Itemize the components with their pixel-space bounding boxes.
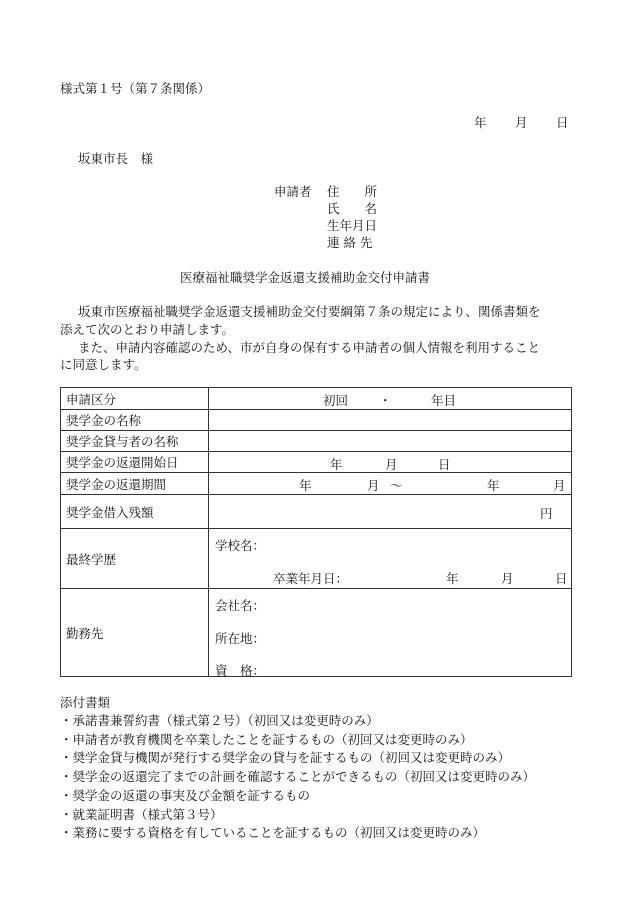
list-item: ・奨学金の返還の事実及び金額を証するもの — [60, 787, 311, 803]
table-row — [61, 589, 572, 677]
workplace-qualification-label: 資 格： — [215, 663, 266, 678]
workplace-address-label: 所在地： — [215, 631, 266, 646]
applicant-address-label: 住 所 — [327, 184, 378, 199]
application-type-field[interactable] — [209, 388, 572, 410]
repay-start-field[interactable] — [209, 452, 572, 473]
education-school-label: 学校名： — [215, 538, 266, 553]
list-item: ・奨学金の返還完了までの計画を確認することができるもの（初回又は変更時のみ） — [60, 769, 536, 785]
education-field[interactable] — [209, 529, 572, 589]
repay-start-day: 日 — [438, 457, 451, 472]
applicant-birthdate-label: 生年月日 — [327, 218, 378, 233]
repay-period-field[interactable] — [209, 473, 572, 495]
date-day: 日 — [556, 115, 569, 130]
list-item: ・就業証明書（様式第３号） — [60, 806, 223, 822]
education-graduation-label: 卒業年月日： — [273, 571, 349, 586]
workplace-field[interactable] — [209, 589, 572, 677]
applicant-name-label: 氏 名 — [327, 201, 378, 216]
list-item: ・業務に要する資格を有していることを証するもの（初回又は変更時のみ） — [60, 825, 486, 841]
form-number: 様式第１号（第７条関係） — [60, 81, 211, 96]
body-para1-line1: 坂東市医療福祉職奨学金返還支援補助金交付要綱第７条の規定により、関係書類を — [78, 304, 541, 319]
date-month: 月 — [515, 115, 528, 130]
applicant-label: 申請者 — [274, 184, 312, 199]
scholarship-name-field[interactable] — [209, 410, 572, 431]
attachments-heading: 添付書類 — [60, 695, 111, 710]
table-row — [61, 529, 572, 589]
repay-period-month2: 月 — [553, 478, 566, 493]
document-title: 医療福祉職奨学金返還支援補助金交付申請書 — [180, 270, 431, 285]
addressee: 坂東市長 様 — [78, 151, 154, 166]
repay-period-label: 奨学金の返還期間 — [61, 473, 209, 495]
attachments-list — [60, 712, 535, 843]
repay-start-year: 年 — [330, 457, 343, 472]
date-year: 年 — [474, 115, 487, 130]
table-row — [61, 388, 572, 410]
body-para2-line2: に同意します。 — [60, 357, 147, 372]
balance-label: 奨学金借入残額 — [61, 495, 209, 529]
repay-start-label: 奨学金の返還開始日 — [61, 452, 209, 473]
education-label: 最終学歴 — [61, 529, 209, 589]
education-month: 月 — [501, 571, 514, 586]
scholarship-name-label: 奨学金の名称 — [61, 410, 209, 431]
application-type-label: 申請区分 — [61, 388, 209, 410]
list-item: ・奨学金貸与機関が発行する奨学金の貸与を証するもの（初回又は変更時のみ） — [60, 750, 511, 766]
table-row — [61, 495, 572, 529]
application-type-dot: ・ — [379, 393, 392, 408]
repay-start-month: 月 — [385, 457, 398, 472]
lender-name-field[interactable] — [209, 431, 572, 452]
table-row — [61, 473, 572, 495]
workplace-company-label: 会社名： — [215, 598, 266, 613]
table-row — [61, 431, 572, 452]
body-para1-line2: 添えて次のとおり申請します。 — [60, 322, 235, 337]
table-row — [61, 410, 572, 431]
education-year: 年 — [446, 571, 459, 586]
applicant-contact-label: 連 絡 先 — [327, 235, 373, 250]
application-type-first[interactable]: 初回 — [323, 393, 349, 408]
repay-period-month1: 月 — [367, 478, 380, 493]
balance-yen: 円 — [540, 506, 553, 521]
repay-period-year2: 年 — [487, 478, 500, 493]
workplace-label: 勤務先 — [61, 589, 209, 677]
list-item: ・承諾書兼誓約書（様式第２号）（初回又は変更時のみ） — [60, 713, 379, 728]
application-table — [60, 387, 572, 677]
table-row — [61, 452, 572, 473]
balance-field[interactable] — [209, 495, 572, 529]
body-para2-line1: また、申請内容確認のため、市が自身の保有する申請者の個人情報を利用すること — [78, 340, 541, 355]
lender-name-label: 奨学金貸与者の名称 — [61, 431, 209, 452]
application-type-year-nth[interactable]: 年目 — [431, 393, 457, 408]
repay-period-tilde: 〜 — [390, 478, 403, 493]
repay-period-year1: 年 — [299, 478, 312, 493]
education-day: 日 — [555, 571, 568, 586]
list-item: ・申請者が教育機関を卒業したことを証するもの（初回又は変更時のみ） — [60, 731, 473, 747]
